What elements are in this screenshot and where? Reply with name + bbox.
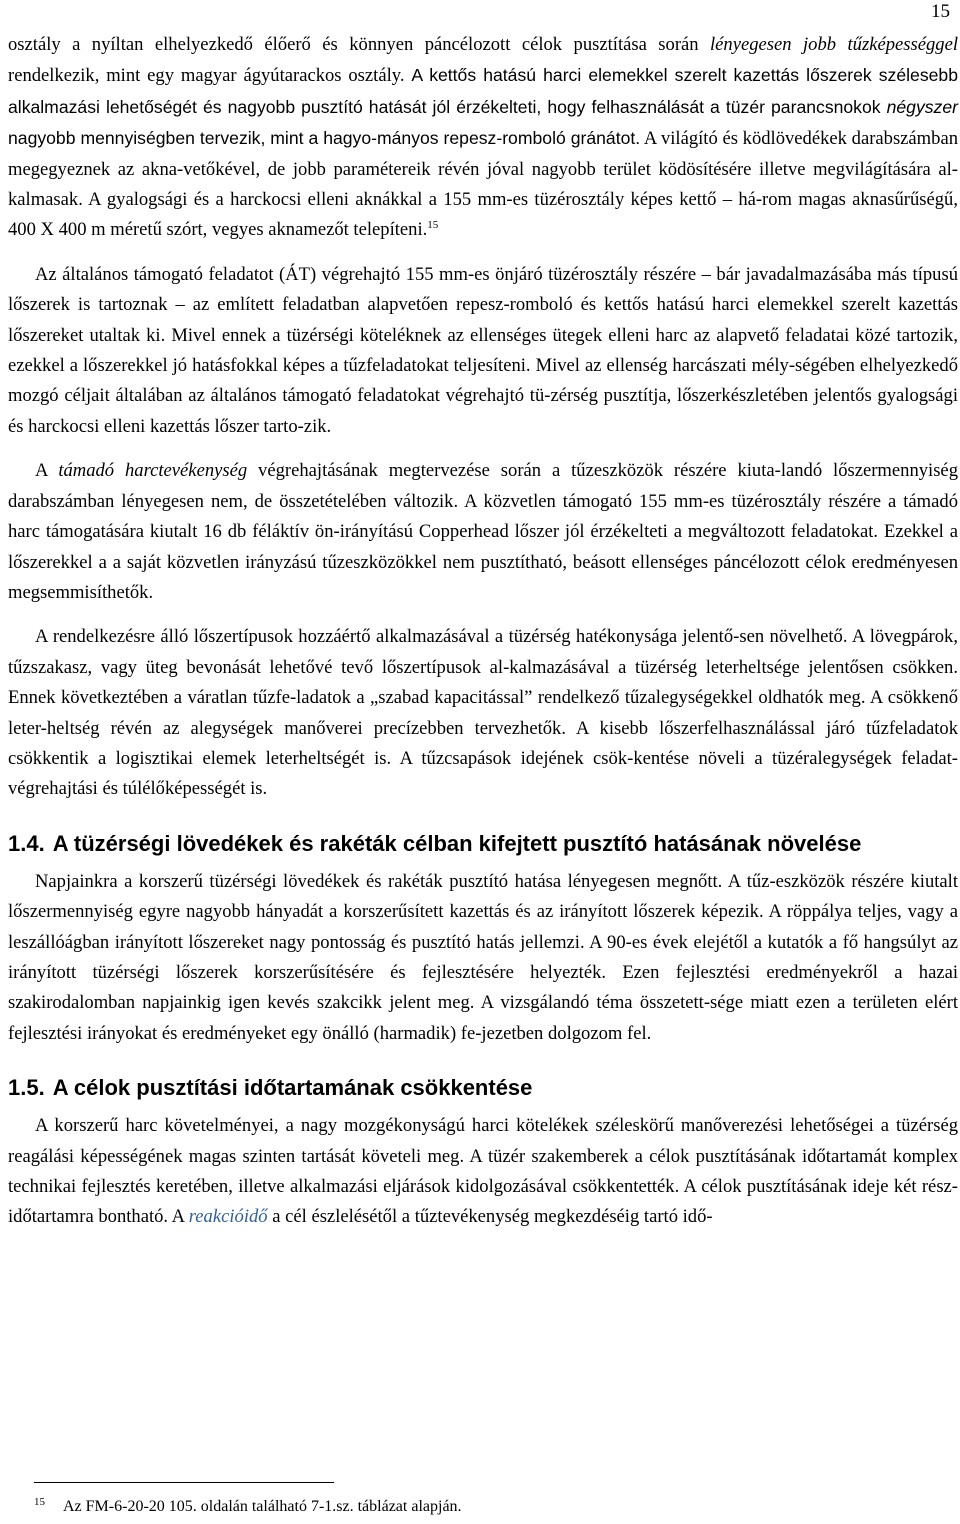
p6-text-2: a cél észlelésétől a tűztevékenység megkezdéséig tartó idő- <box>267 1206 713 1228</box>
p1-text-5: A világító és ködlövedékek darabszámban megegyeznek az akna-vetőkével, de jobb paramétereik révén jóval nagyobb terület ködösítésére illetve megvilágítására al-kalmasak. A gyalogsági és a harckocsi elleni aknákkal a 155 mm-es tüzérosztály képes kettő – há-rom magas aknasűrűségű, 400 X 400 m méretű szórt, vegyes aknamezőt telepíteni. <box>8 128 958 241</box>
page-number: 15 <box>931 1 950 22</box>
section-title: A célok pusztítási időtartamának csökkentése <box>52 1075 533 1101</box>
paragraph-5: Napjainkra a korszerű tüzérségi lövedékek és rakéták pusztító hatása lényegesen megnőtt. A tűz-eszközök részére kiutalt lőszermennyiség egyre nagyobb hányadát a korszerűsített kazettás és az irányított lőszerek képezik. A röppálya teljes, vagy a leszállóágban irányított lőszereket nagy pontosság és pusztító hatás jellemzi. A 90-es évek elejétől a kutatók a fő hangsúlyt az irányított tüzérségi lőszerek korszerűsítésére és fejlesztésére helyezték. Ezen fejlesztési eredményekről a hazai szakirodalomban napjainkig igen kevés szakcikk jelent meg. A vizsgálandó téma összetett-sége miatt ezen a területen elért fejlesztési irányokat és eredményeket egy önálló (harmadik) fe-jezetben dolgozom fel. <box>8 870 958 1044</box>
section-title: A tüzérségi lövedékek és rakéták célban kifejtett pusztító hatásának növelése <box>52 830 862 856</box>
section-heading-1-4 <box>8 829 958 859</box>
paragraph-2: Az általános támogató feladatot (ÁT) végrehajtó 155 mm-es önjáró tüzérosztály részére – bár javadalmazásába más típusú lőszerek is tartoznak – az említett feladatban alapvetően repesz-romboló és kettős hatású harci elemekkel szerelt kazettás lőszereket utaltak ki. Mivel ennek a tüzérségi köteléknek az ellenséges ütegek elleni harc az alapvető feladatai közé tartozik, ezekkel a lőszerekkel jó hatásfokkal képes a tűzfeladatokat teljesíteni. Mivel az ellenség harcászati mély-ségében elhelyezkedő mozgó céljait általában az általános támogató feladatokat végrehajtó tü-zérség pusztítja, lőszerkészletében jelentős gyalogsági és harckocsi elleni kazettás lőszer tarto-zik. <box>8 263 958 437</box>
paragraph-4: A rendelkezésre álló lőszertípusok hozzáértő alkalmazásával a tüzérség hatékonysága jelentő-sen növelhető. A lövegpárok, tűzszakasz, vagy üteg bevonását lehetővé tevő lőszertípusok al-kalmazásával a tüzérség leterheltsége jelentősen csökken. Ennek következtében a váratlan tűzfe-ladatok a „szabad kapacitással” rendelkező tűzalegységekkel oldhatók meg. A csökkenő leter-heltség révén az alegységek manőverei precízebben tervezhetők. A kisebb lőszerfelhasználással járó tűzfeladatok csökkentik a logisztikai elemek leterheltségét is. A tűzcsapások idejének csök-kentése növeli a tüzéralegységek feladat-végrehajtási és túlélőképességét is. <box>8 626 958 800</box>
paragraph-6 <box>8 1111 958 1233</box>
footnote <box>34 1496 462 1518</box>
p6-text-1: A korszerű harc követelményei, a nagy mozgékonyságú harci kötelékek széleskörű manőverezési lehetőségei a tüzérség reagálási képességének magas szinten tartását követeli meg. A tüzér szakemberek a célok pusztításának időtartamát komplex technikai fejlesztés keretében, illetve alkalmazási eljárások kidolgozásával csökkentették. A célok pusztításának ideje két rész-időtartamra bontható. A <box>8 1115 958 1228</box>
p3-text-2: végrehajtásának megtervezése során a tűzeszközök részére kiuta-landó lőszermennyiség darabszámban lényegesen nem, de összetételében változik. A közvetlen támogató 155 mm-es tüzérosztály részére a támadó harc támogatására kiutalt 16 db féláktív ön-irányítású Copperhead lőszer jól érzékelteti a megváltozott feladatokat. Ezekkel a lőszerekkel a a saját közvetlen irányzású tűzeszközökkel nem pusztítható, beásott ellenséges páncélozott célok eredményesen megsemmisíthetők. <box>8 460 958 603</box>
section-number: 1.4. <box>8 830 45 856</box>
p1-text-2: rendelkezik, mint egy magyar ágyútarackos osztály. <box>8 65 412 87</box>
p1-emphasis-2: négyszer <box>886 96 958 117</box>
reakcioido-term-link[interactable]: reakcióidő <box>188 1206 268 1228</box>
p3-emphasis: támadó harctevékenység <box>58 460 248 482</box>
section-number: 1.5. <box>8 1075 45 1101</box>
p1-emphasis-1: lényegesen jobb tűzképességgel <box>710 34 958 55</box>
section-heading-1-5 <box>8 1073 958 1103</box>
body-text <box>8 30 958 1233</box>
document-page <box>8 0 958 1524</box>
footnote-reference[interactable]: 15 <box>427 219 439 232</box>
p1-text-4: nagyobb mennyiségben tervezik, mint a hagyo-mányos repesz-romboló gránátot. <box>8 128 641 149</box>
footnote-number: 15 <box>34 1496 45 1508</box>
paragraph-3 <box>8 456 958 608</box>
paragraph-1 <box>8 30 958 246</box>
p1-text-3: A kettős hatású harci elemekkel szerelt kazettás lőszerek szélesebb alkalmazási lehetőségét és nagyobb pusztító hatását jól érzékelteti, hogy felhasználását a tüzér parancsnokok <box>8 65 958 117</box>
p3-text-1: A <box>35 460 59 482</box>
footnote-text: Az FM-6-20-20 105. oldalán található 7-1.sz. táblázat alapján. <box>63 1498 462 1515</box>
p1-text-1: osztály a nyíltan elhelyezkedő élőerő és könnyen páncélozott célok pusztítása során <box>8 34 711 55</box>
footnote-separator <box>34 1482 334 1483</box>
